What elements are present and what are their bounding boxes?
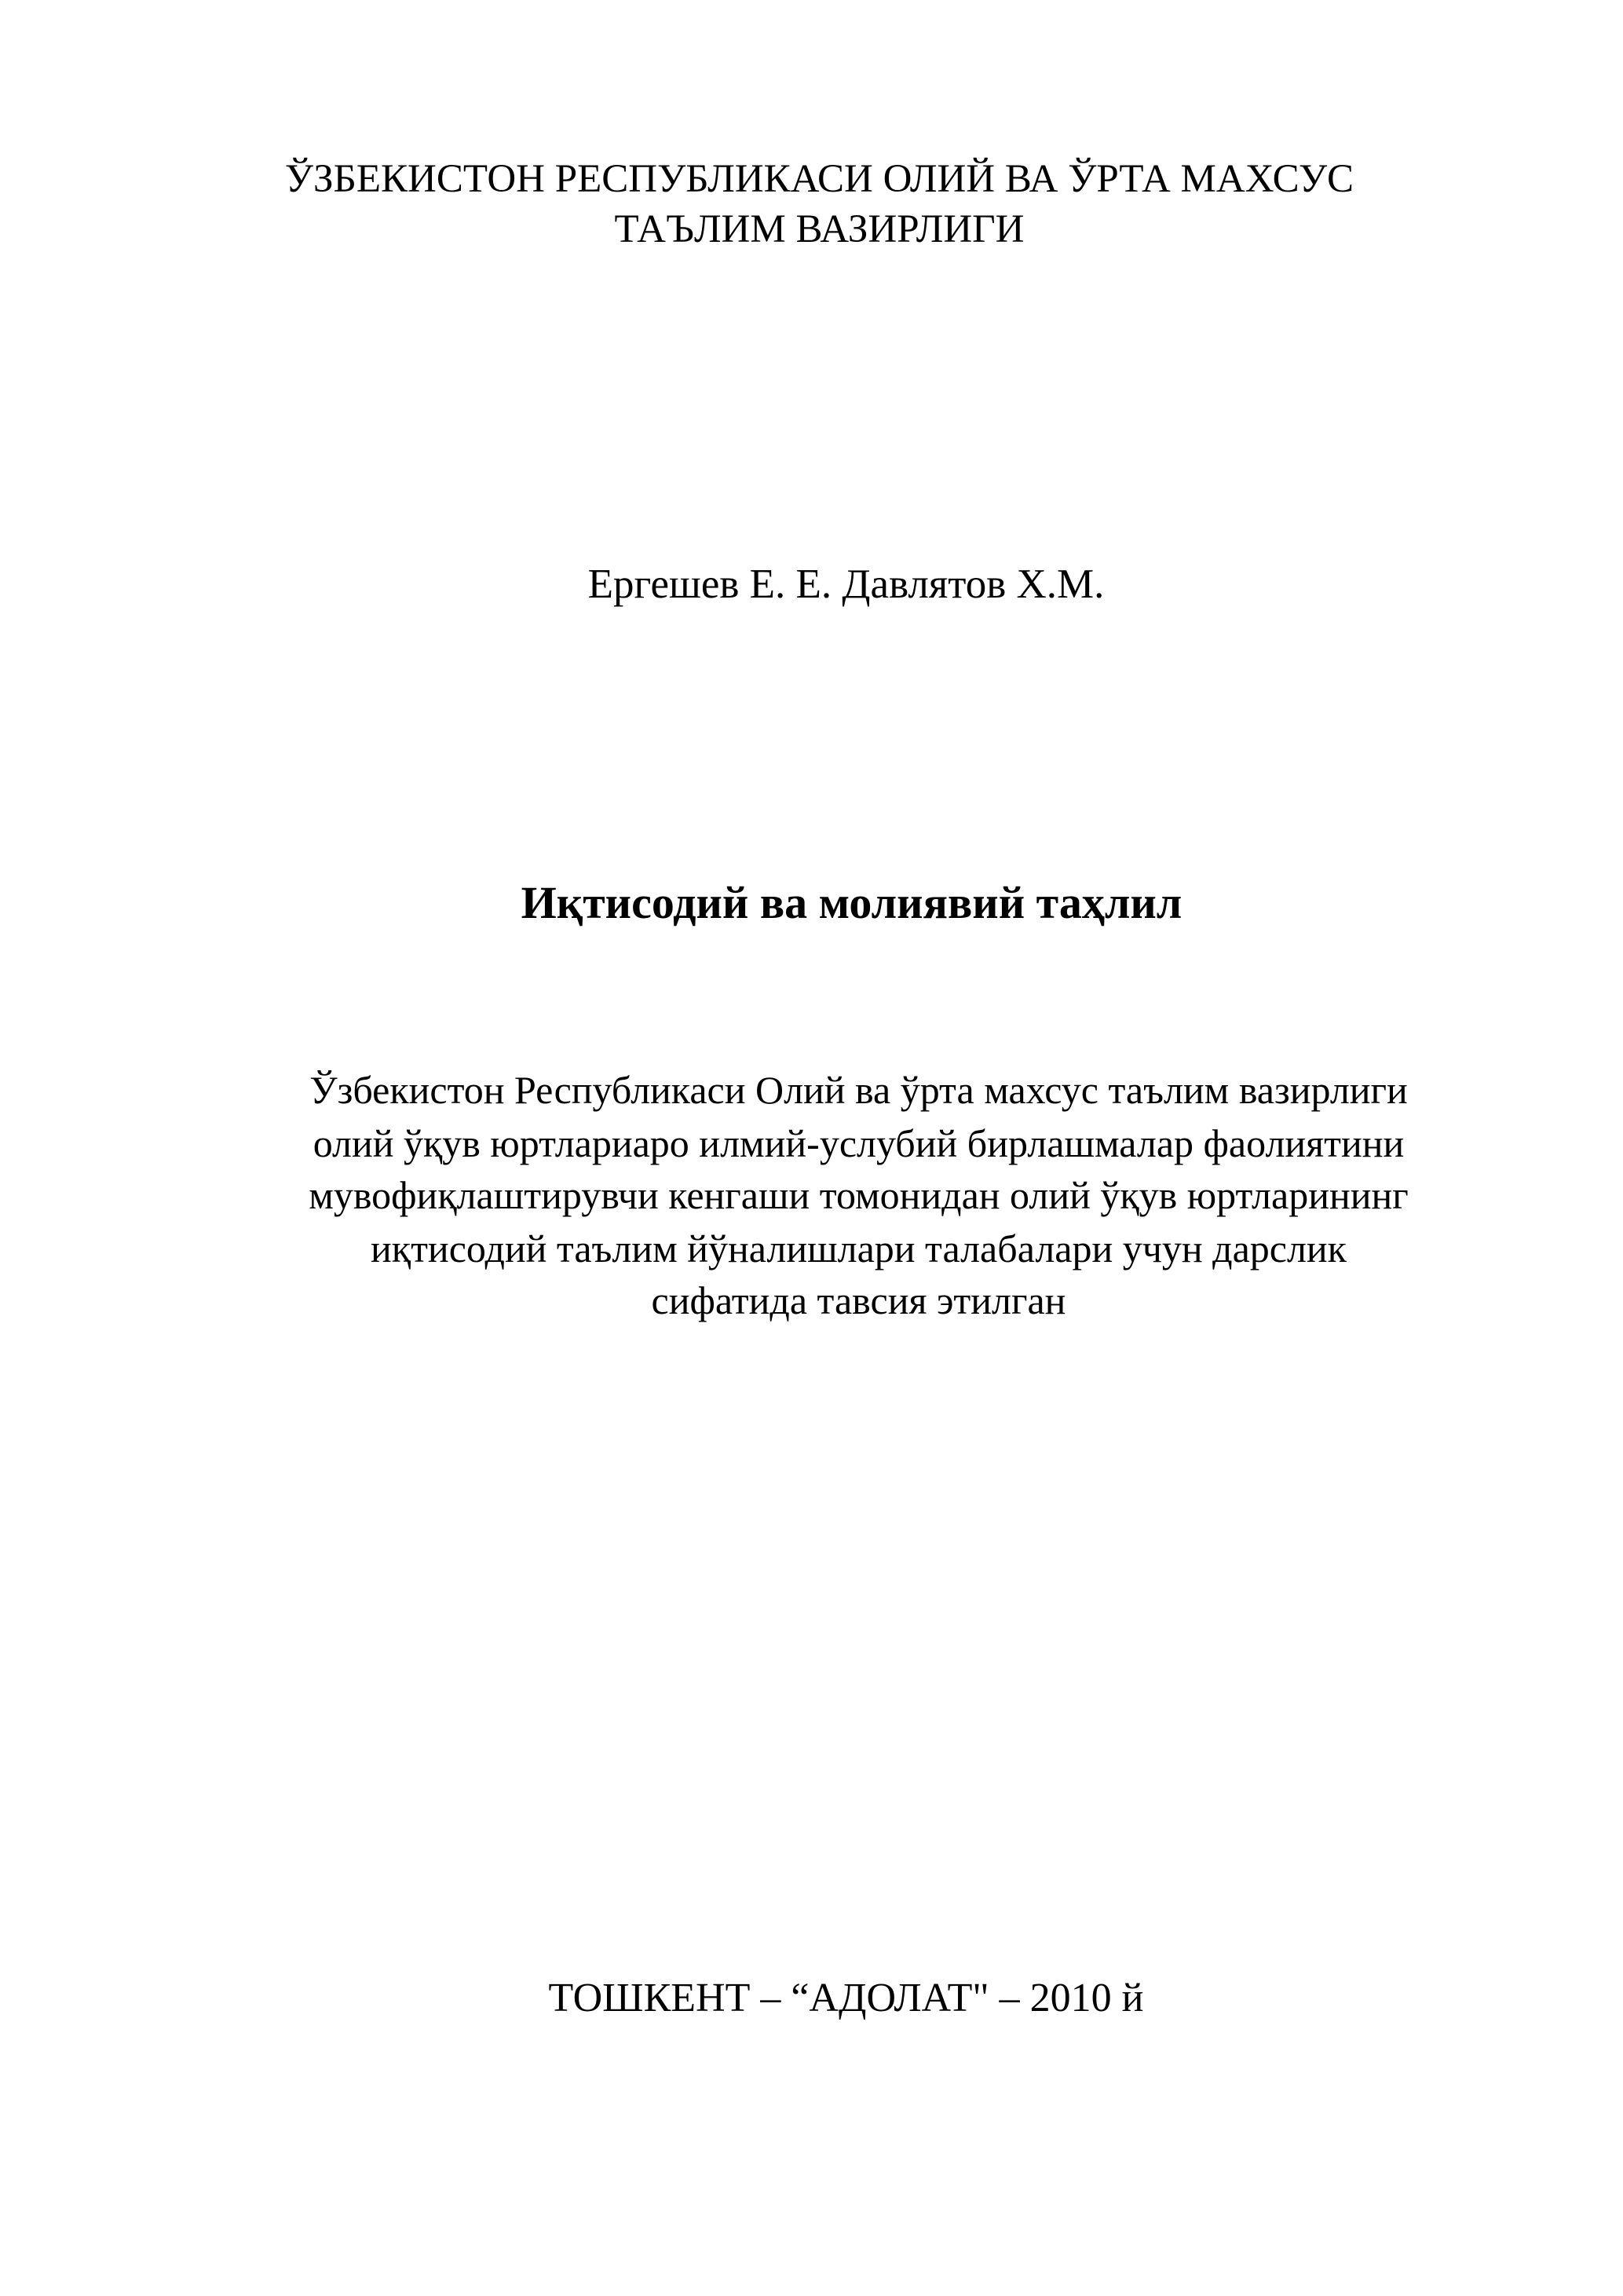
ministry-line-1: ЎЗБЕКИСТОН РЕСПУБЛИКАСИ ОЛИЙ ВА ЎРТА МАХСУС [284,157,1354,201]
book-title: Иқтисодий ва молиявий таҳлил [521,877,1183,928]
approval-line-2: олий ўқув юртлариаро илмий-услубий бирлашмалар фаолиятини [313,1121,1405,1165]
ministry-line-2: ТАЪЛИМ ВАЗИРЛИГИ [614,207,1025,251]
approval-line-4: иқтисодий таълим йўналишлари талабалари учун дарслик [371,1227,1347,1270]
publisher-imprint: ТОШКЕНТ – “АДОЛАТ" – 2010 й [548,1976,1144,2020]
approval-line-5: сифатида тавсия этилган [651,1278,1066,1322]
approval-line-1: Ўзбекистон Республикаси Олий ва ўрта махсус таълим вазирлиги [309,1068,1408,1112]
approval-line-3: мувофиқлаштирувчи кенгаши томонидан олий ўқув юртларининг [309,1173,1409,1217]
authors: Ергешев Е. Е. Давлятов Х.М. [587,561,1105,607]
